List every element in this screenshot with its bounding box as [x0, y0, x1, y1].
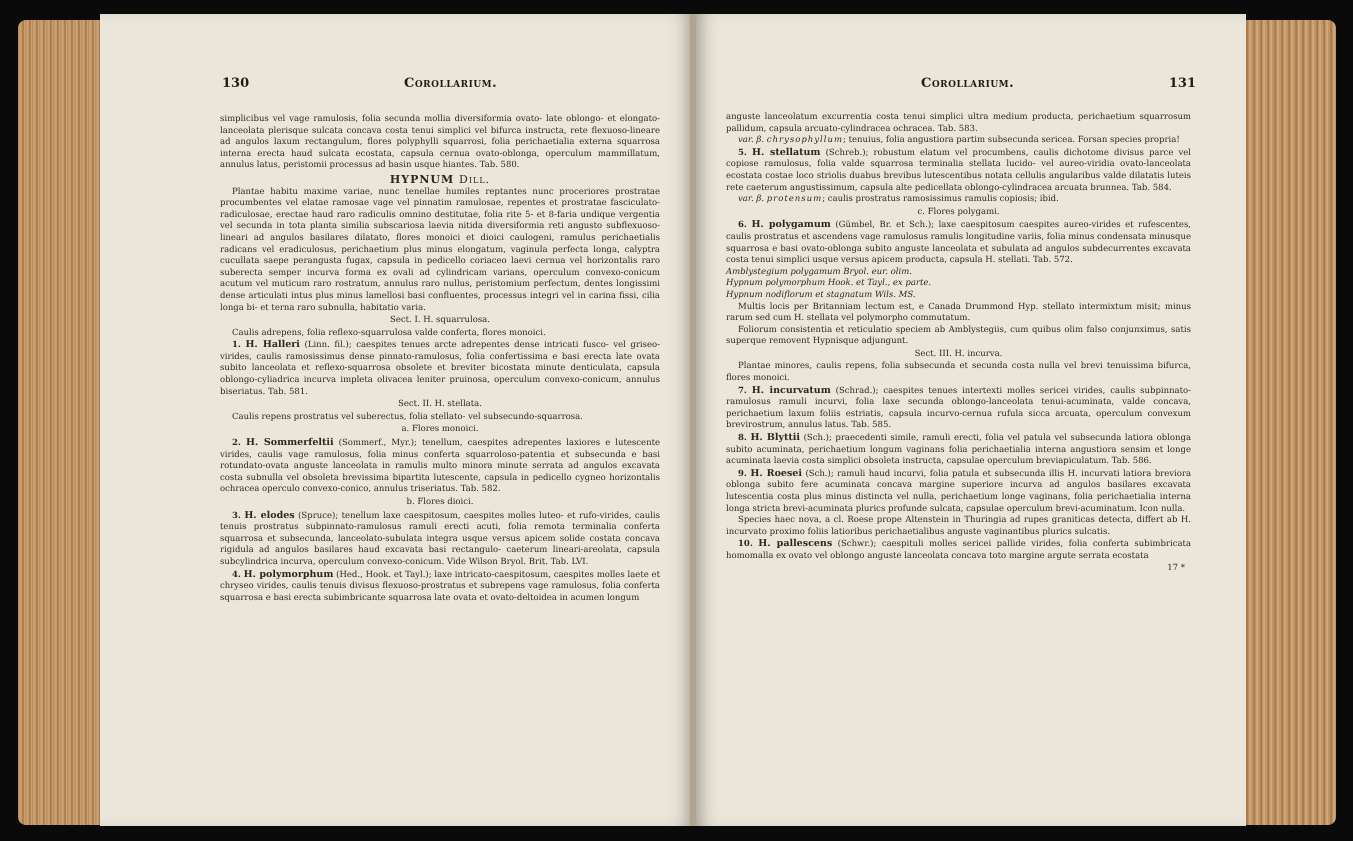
- species-text: (Sch.); ramuli haud incurvi, folia patula et subsecunda illis H. incurvati latiora breviora oblonga subito fere acuminata concava margine superiore incurva ad angulos basilares excavata lutescentia costa plus minus distincta vel nulla, perichaetium longe vaginans, folia perichaetialia interna longa stricta brevi-acuminata plurics profunde sulcata, capsulae operculum brevi-acuminatum. Icon nulla.: [726, 468, 1192, 514]
- page-number-right: 131: [1168, 76, 1196, 91]
- paragraph: Plantae habitu maxime variae, nunc tenellae humiles reptantes nunc proceriores prostratae procumbentes vel elatae ramosae vage vel pinnatim ramulosae, repentes et prostratae fasciculato-radiculosae, erectae haud raro radiculis omnino destitutae, folia rite 5- et 8-faria undique vergentia vel secunda in tota planta similia subscariosa laevia nitida diversiformia reti angusto subflexuoso-lineari ad angulos basilares dilatato, flores monoici et dioici caulogeni, ramulus perichaetialis radicans vel eradiculosus, perichaetium plus minus elongatum, vaginula perfecta longa, calyptra cucullata saepe perangusta fugax, capsula in pedicello coriaceo laevi cernua vel horizontalis raro suberecta semper incurva forma ex ovali ad cylindricam varians, operculum convexo-conicum acutum vel muticum raro rostratum, annulus raro nullus, peristomium perfectum, dentes longissimi dense articulati intus plus minus lamellosi basi confluentes, processus integri vel in carina fissi, cilia longa bi- et terna raro subnulla, habitatio varia.: [220, 186, 660, 313]
- species-text: (Gümbel, Br. et Sch.); laxe caespitosum caespites aureo-virides et rufescentes, caulis prostratus et ascendens vage ramulosus ramulis longitudine variis, folia minus condensata minusque squarrosa e basi ovato-oblonga subito anguste lanceolata et subulata ad angulos subdecurrentes excavata costa tenui simplici usque versus apicem producta, capsula H. stellati. Tab. 572.: [726, 220, 1192, 266]
- species-text: (Schreb.); robustum elatum vel procumbens, caulis dichotome divisus parce vel copiose ramulosus, folia valde squarrosa terminalia stellata lucido- vel aureo-viridia ovato-lanceolata ecostata costae loco striolis duabus brevibus lutescentibus notata cellulis angularibus valde dilatatis luteis rete caeterum angustissimum, capsula alte pedicellata oblongo-cylindracea arcuata brunnea. Tab. 584.: [726, 147, 1192, 193]
- right-page-edges: [1238, 20, 1336, 825]
- species-text: (Schrad.); caespites tenues intertexti molles sericei virides, caulis subpinnato-ramulosus ramuli incurvi, folia laxe secunda oblongo-lanceolata tenui-acuminata, valde concava, perichaetium laxum foliis estriatis, capsula incurvo-cernua rufula sicca arcuata, operculum convexum brevirostrum, annulus latus. Tab. 585.: [726, 385, 1192, 431]
- species-name: H. pallescens: [758, 538, 833, 550]
- variety-label: var. β.: [738, 135, 765, 146]
- species-name: H. Roesei: [750, 467, 802, 479]
- variety-name: chrysophyllum: [766, 135, 844, 146]
- subsection-heading: c. Flores polygami.: [917, 206, 1000, 217]
- species-entry: [726, 432, 1191, 468]
- paragraph: Plantae minores, caulis repens, folia subsecunda et secunda costa nulla vel brevi tenuissima bifurca, flores monoici.: [726, 361, 1191, 384]
- genus-author: Dill.: [459, 172, 491, 186]
- variety-label: var. β.: [738, 194, 765, 205]
- subsection-heading: b. Flores dioici.: [406, 497, 474, 507]
- species-number: 9.: [738, 468, 747, 479]
- paragraph: Caulis adrepens, folia reflexo-squarrulosa valde conferta, flores monoici.: [232, 327, 546, 338]
- right-page-body: [726, 112, 1191, 574]
- species-name: H. Blyttii: [750, 432, 801, 444]
- species-text: (Sch.); praecedenti simile, ramuli erecti, folia vel patula vel subsecunda latiora oblonga subito acuminata, perichaetium longum vaginans folia perichaetialia interna angustiora sensim et longe acuminata laevia costa simplici obsoleta instructa, capsulae operculum breviapiculatum. Tab. 586.: [726, 433, 1192, 467]
- species-name: H. polygamum: [751, 219, 831, 231]
- synonym: Amblystegium polygamum Bryol. eur. olim.: [726, 266, 912, 277]
- species-text: (Spruce); tenellum laxe caespitosum, caespites molles luteo- et rufo-virides, caulis tenuis prostratus subpinnato-ramulosus ramuli erecti acuti, folia remota terminalia conferta squarrosa et subsecunda, lanceolato-subulata integra usque versus apicem solide costata concava rigidula ad angulos basilares haud excavata basi rectangulo- caeterum lineari-areolata, capsula subcylindrica incurva, operculum convexo-conicum. Vide Wilson Bryol. Brit. Tab. LVI.: [220, 510, 661, 567]
- species-entry: [726, 538, 1191, 562]
- species-entry: [220, 569, 660, 605]
- paragraph: Caulis repens prostratus vel suberectus, folia stellato- vel subsecundo-squarrosa.: [232, 411, 583, 422]
- species-number: 5.: [738, 147, 747, 158]
- variety-entry: [726, 135, 1191, 147]
- species-entry: [220, 510, 660, 569]
- variety-text: ; tenuius, folia angustiora partim subsecunda sericea. Forsan species propria!: [843, 135, 1180, 146]
- species-name: H. incurvatum: [751, 384, 831, 396]
- species-entry: [726, 468, 1191, 515]
- section-heading: Sect. III. H. incurva.: [914, 348, 1003, 359]
- synonym: Hypnum nodiflorum et stagnatum Wils. MS.: [726, 289, 916, 300]
- species-number: 3.: [232, 510, 241, 521]
- species-number: 4.: [232, 569, 241, 580]
- right-page: [696, 14, 1246, 826]
- species-number: 7.: [738, 385, 747, 396]
- species-text: (Schwr.); caespituli molles sericei pallide virides, folia conferta subimbricata homomalla ex ovato vel oblongo anguste lanceolata concava toto margine argute serrata ecostata: [726, 539, 1192, 561]
- species-text: (Hed., Hook. et Tayl.); laxe intricato-caespitosum, caespites molles laete et chryseo virides, caulis tenuis divisus flexuoso-prostratus et subrepens vage ramulosus, folia conferta squarrosa e basi erecta subimbricante squarrosa late ovata et ovato-deltoidea in acumen longum: [220, 569, 660, 603]
- section-heading: Sect. I. H. squarrulosa.: [390, 315, 490, 326]
- paragraph: simplicibus vel vage ramulosis, folia secunda mollia diversiformia ovato- late oblongo- et elongato-lanceolata plerisque sulcata concava costa tenui simplici vel bifurca instructa, rete flexuoso-lineare ad angulos laxum rectangulum, flores polyphylli squarrosi, folia perichaetialia externa squarrosa interna erecta haud sulcata ecostata, capsula cernua ovato-oblonga, operculum mammillatum, annulus latus, peristomii processus ad basin usque hiantes. Tab. 580.: [220, 114, 660, 171]
- species-text: (Linn. fil.); caespites tenues arcte adrepentes dense intricati fusco- vel griseo-virides, caulis ramosissimus dense pinnato-ramulosus, folia confertissima e basi erecta late ovata subito lanceolata et reflexo-squarrosa obsolete et breviter bicostata minute denticulata, capsula oblongo-cyliadrica incurva impleta olivacea leniter pruinosa, operculum convexo-conicum, annulus biseriatus. Tab. 581.: [220, 340, 661, 397]
- species-number: 8.: [738, 433, 747, 444]
- running-head-right: Corollarium.: [921, 76, 1015, 91]
- species-number: 1.: [232, 340, 241, 351]
- species-entry: [220, 339, 660, 398]
- variety-text: ; caulis prostratus ramosissimus ramulis copiosis; ibid.: [822, 194, 1059, 205]
- species-number: 2.: [232, 438, 241, 449]
- genus-name: HYPNUM: [389, 172, 455, 186]
- synonym: Hypnum polymorphum Hook. et Tayl., ex parte.: [726, 278, 932, 289]
- species-entry: [220, 437, 660, 496]
- left-page: [100, 14, 692, 826]
- subsection-heading: a. Flores monoici.: [401, 424, 479, 435]
- running-head-left: Corollarium.: [404, 76, 498, 91]
- variety-entry: [726, 194, 1191, 206]
- species-name: H. elodes: [244, 509, 295, 521]
- section-heading: Sect. II. H. stellata.: [398, 399, 482, 410]
- signature-mark: 17 *: [1167, 562, 1185, 573]
- species-number: 6.: [738, 220, 747, 231]
- left-header: [222, 76, 662, 91]
- species-name: H. stellatum: [751, 146, 821, 158]
- species-name: H. Sommerfeltii: [245, 437, 334, 449]
- variety-name: protensum: [766, 194, 823, 205]
- paragraph: Foliorum consistentia et reticulatio speciem ab Amblystegiis, cum quibus olim falso conjunximus, satis superque removent Hypnisque adjungunt.: [726, 324, 1191, 347]
- species-entry: [726, 385, 1191, 432]
- left-page-body: [220, 114, 660, 604]
- genus-heading: [220, 174, 660, 186]
- paragraph: anguste lanceolatum excurrentia costa tenui simplici ultra medium producta, perichaetium squarrosum pallidum, capsula arcuato-cylindracea ochracea. Tab. 583.: [726, 112, 1191, 134]
- species-name: H. Halleri: [245, 339, 300, 351]
- species-entry: [726, 147, 1191, 194]
- paragraph: Species haec nova, a cl. Roese prope Altenstein in Thuringia ad rupes graniticas detecta, differt ab H. incurvato proximo foliis latioribus perichaetialibus anguste vaginantibus plurics sulcatis.: [726, 515, 1191, 537]
- species-text: (Sommerf., Myr.); tenellum, caespites adrepentes laxiores e lutescente virides, caulis vage ramulosus, folia minus conferta squarroloso-patentia et subsecunda e basi rotundato-ovata anguste lanceolata in ramulis multo minora minute serrata ad angulos excavata costa subnulla vel obsoleta brevissima bipartita lutescente, capsula in pedicello cygneo horizontalis ochracea operculo convexo-conico, annulus triseriatus. Tab. 582.: [220, 438, 661, 495]
- species-number: 10.: [738, 539, 753, 550]
- species-entry: [726, 219, 1191, 266]
- species-name: H. polymorphum: [243, 568, 334, 580]
- paragraph: Multis locis per Britanniam lectum est, e Canada Drummond Hyp. stellato intermixtum misit; minus rarum sed cum H. stellata vel polymorpho commutatum.: [726, 301, 1191, 324]
- page-number-left: 130: [222, 76, 250, 91]
